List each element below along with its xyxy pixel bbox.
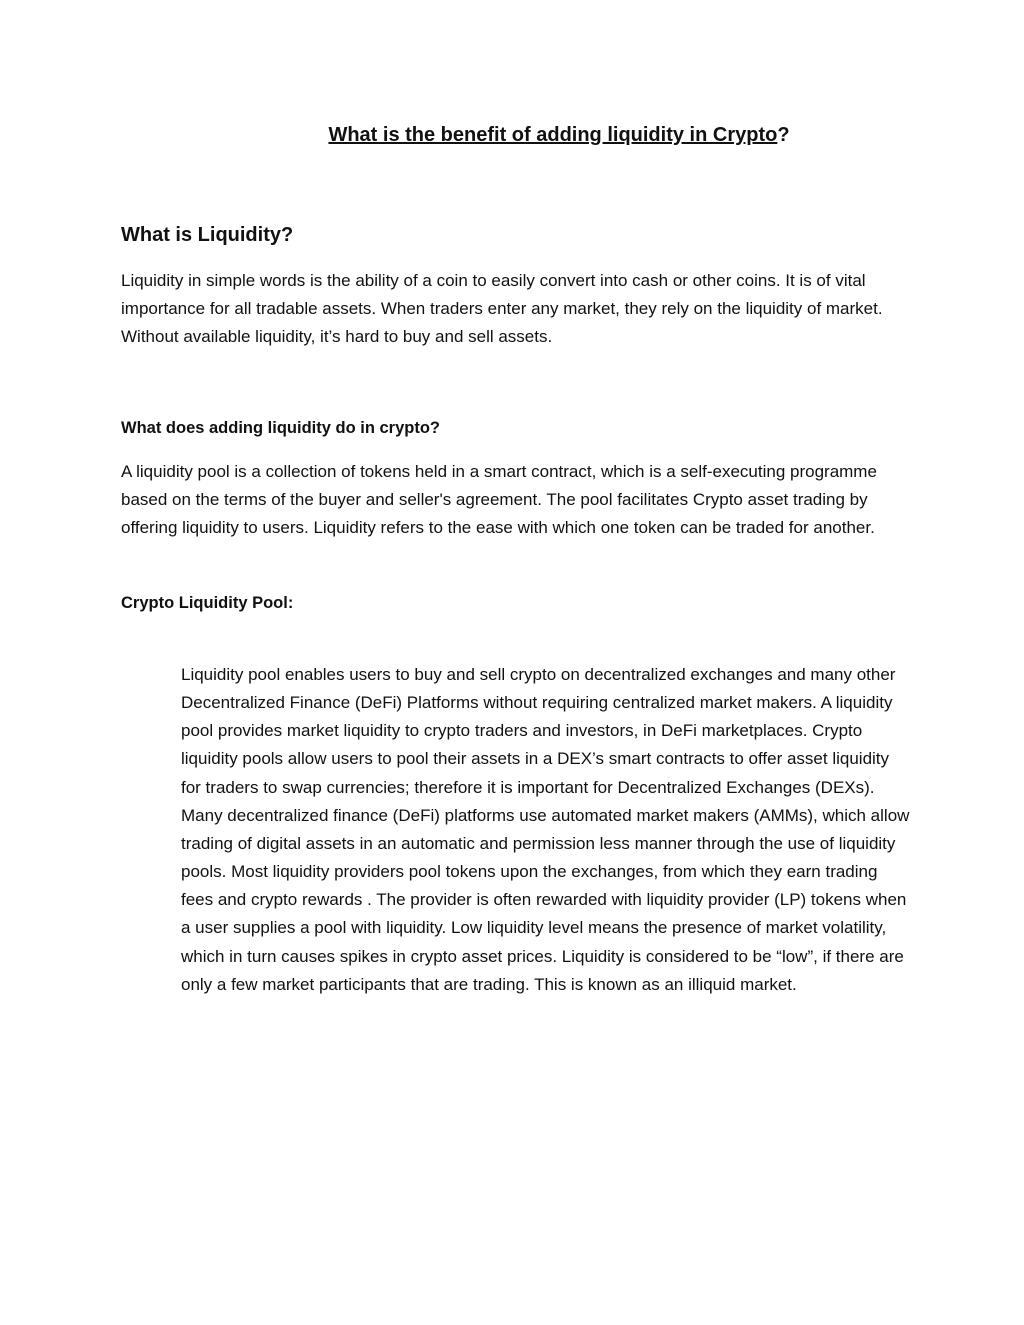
section-heading-crypto-liquidity-pool	[121, 590, 293, 616]
document-title-question-mark: ?	[777, 124, 790, 146]
section-heading-adding-liquidity-text: What does adding liquidity do in crypto	[121, 419, 430, 437]
section-heading-crypto-liquidity-pool-text: Crypto Liquidity Pool:	[121, 594, 294, 612]
section-body-what-is-liquidity: Liquidity in simple words is the ability of a coin to easily convert into cash or other coins. It is of vital importance for all tradable assets. When traders enter any market, they rely on the liquidity of market. Without available liquidity, it’s hard to buy and sell assets.	[121, 271, 883, 346]
section-heading-what-is-liquidity: What is Liquidity?	[121, 224, 294, 246]
section-body-crypto-liquidity-pool: Liquidity pool enables users to buy and sell crypto on decentralized exchanges and many other Decentralized Finance (DeFi) Platforms without requiring centralized market makers. A liquidity pool provides market liquidity to crypto traders and investors, in DeFi marketplaces. Crypto liquidity pools allow users to pool their assets in a DEX’s smart contracts to offer asset liquidity for traders to swap currencies; therefore it is important for Decentralized Exchanges (DEXs). Many decentralized finance (DeFi) platforms use automated market makers (AMMs), which allow trading of digital assets in an automatic and permission less manner through the use of liquidity pools. Most liquidity providers pool tokens upon the exchanges, from which they earn trading fees and crypto rewards . The provider is often rewarded with liquidity provider (LP) tokens when a user supplies a pool with liquidity. Low liquidity level means the presence of market volatility, which in turn causes spikes in crypto asset prices. Liquidity is considered to be “low”, if there are only a few market participants that are trading. This is known as an illiquid market.	[181, 665, 910, 994]
section-heading-adding-liquidity-question-mark: ?	[429, 419, 441, 437]
document-title	[0, 120, 1024, 150]
section-heading-adding-liquidity	[121, 415, 440, 441]
section-body-adding-liquidity: A liquidity pool is a collection of tokens held in a smart contract, which is a self-executing programme based on the terms of the buyer and seller's agreement. The pool facilitates Crypto asset trading by offering liquidity to users. Liquidity refers to the ease with which one token can be traded for another.	[121, 462, 877, 537]
document-title-text: What is the benefit of adding liquidity in Crypto	[328, 124, 778, 146]
